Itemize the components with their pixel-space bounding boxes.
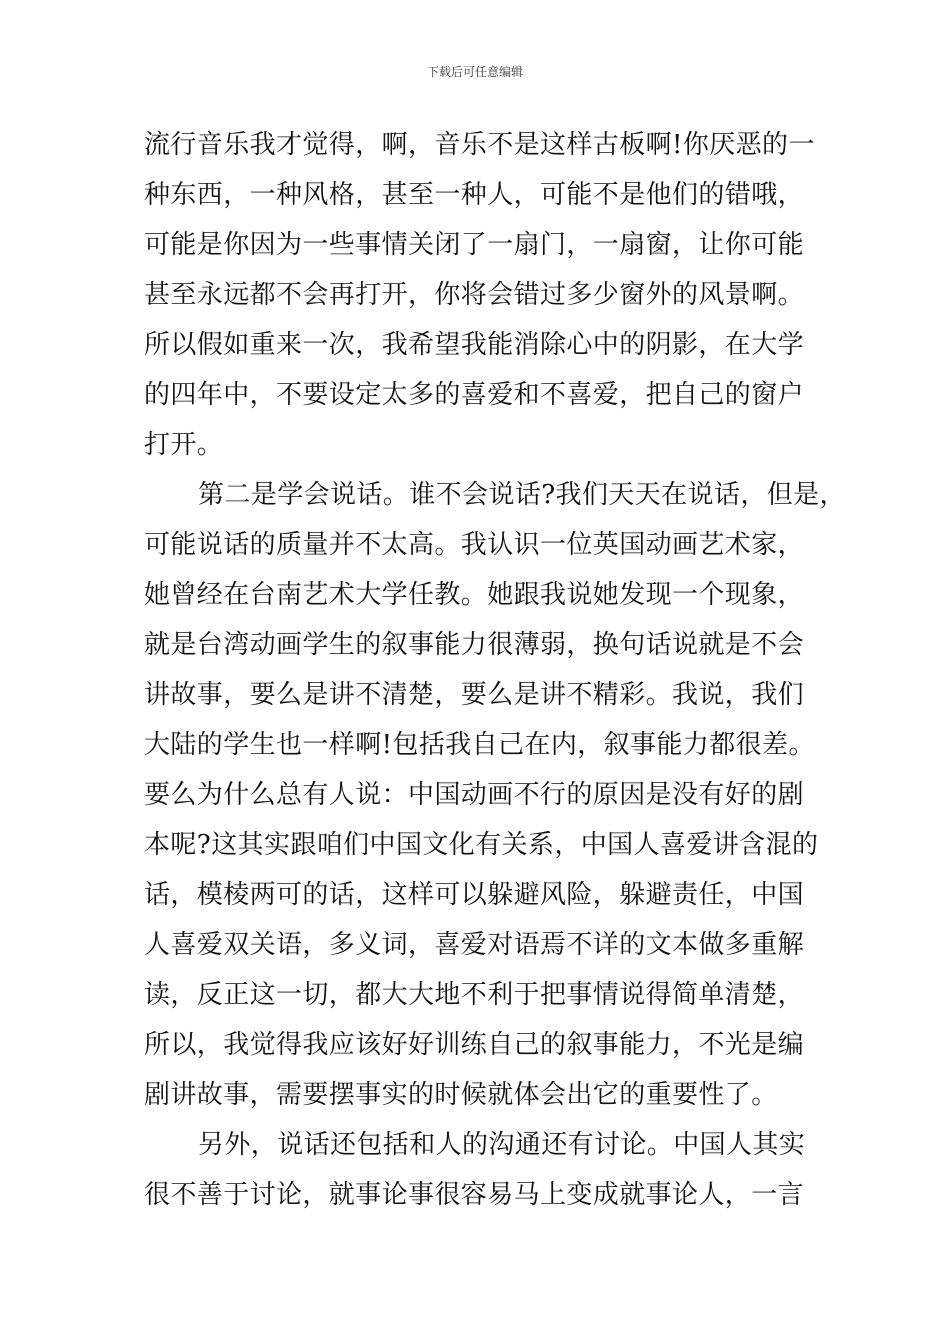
text-line: 讲故事，要么是讲不清楚，要么是讲不精彩。我说，我们 [144,680,805,710]
text-line: 要么为什么总有人说：中国动画不行的原因是没有好的剧 [144,780,805,810]
text-line: 就是台湾动画学生的叙事能力很薄弱，换句话说就是不会 [144,630,805,660]
text-line: 的四年中，不要设定太多的喜爱和不喜爱，把自己的窗户 [144,380,805,410]
text-line: 可能是你因为一些事情关闭了一扇门，一扇窗，让你可能 [144,230,805,260]
paragraph-first-line: 另外，说话还包括和人的沟通还有讨论。中国人其实 [198,1130,806,1160]
text-line: 流行音乐我才觉得，啊，音乐不是这样古板啊!你厌恶的一 [144,130,815,160]
text-line: 种东西，一种风格，甚至一种人，可能不是他们的错哦， [144,180,805,210]
text-line: 本呢?这其实跟咱们中国文化有关系，中国人喜爱讲含混的 [144,830,819,860]
text-line: 打开。 [144,430,224,460]
document-body [144,126,846,1226]
text-line: 剧讲故事，需要摆事实的时候就体会出它的重要性了。 [144,1080,778,1110]
text-line: 可能说话的质量并不太高。我认识一位英国动画艺术家， [144,530,805,560]
page-header: 下载后可任意编辑 [426,65,523,79]
paragraph-first-line: 第二是学会说话。谁不会说话?我们天天在说话，但是， [198,480,846,510]
text-line: 甚至永远都不会再打开，你将会错过多少窗外的风景啊。 [144,280,805,310]
text-line: 所以，我觉得我应该好好训练自己的叙事能力，不光是编 [144,1030,805,1060]
text-line: 所以假如重来一次，我希望我能消除心中的阴影，在大学 [144,330,805,360]
text-line: 大陆的学生也一样啊!包括我自己在内，叙事能力都很差。 [144,730,815,760]
text-line: 读，反正这一切，都大大地不利于把事情说得简单清楚， [144,980,805,1010]
text-line: 她曾经在台南艺术大学任教。她跟我说她发现一个现象， [144,580,805,610]
text-line: 很不善于讨论，就事论事很容易马上变成就事论人，一言 [144,1180,805,1210]
text-line: 话，模棱两可的话，这样可以躲避风险，躲避责任，中国 [144,880,805,910]
text-line: 人喜爱双关语，多义词，喜爱对语焉不详的文本做多重解 [144,930,805,960]
